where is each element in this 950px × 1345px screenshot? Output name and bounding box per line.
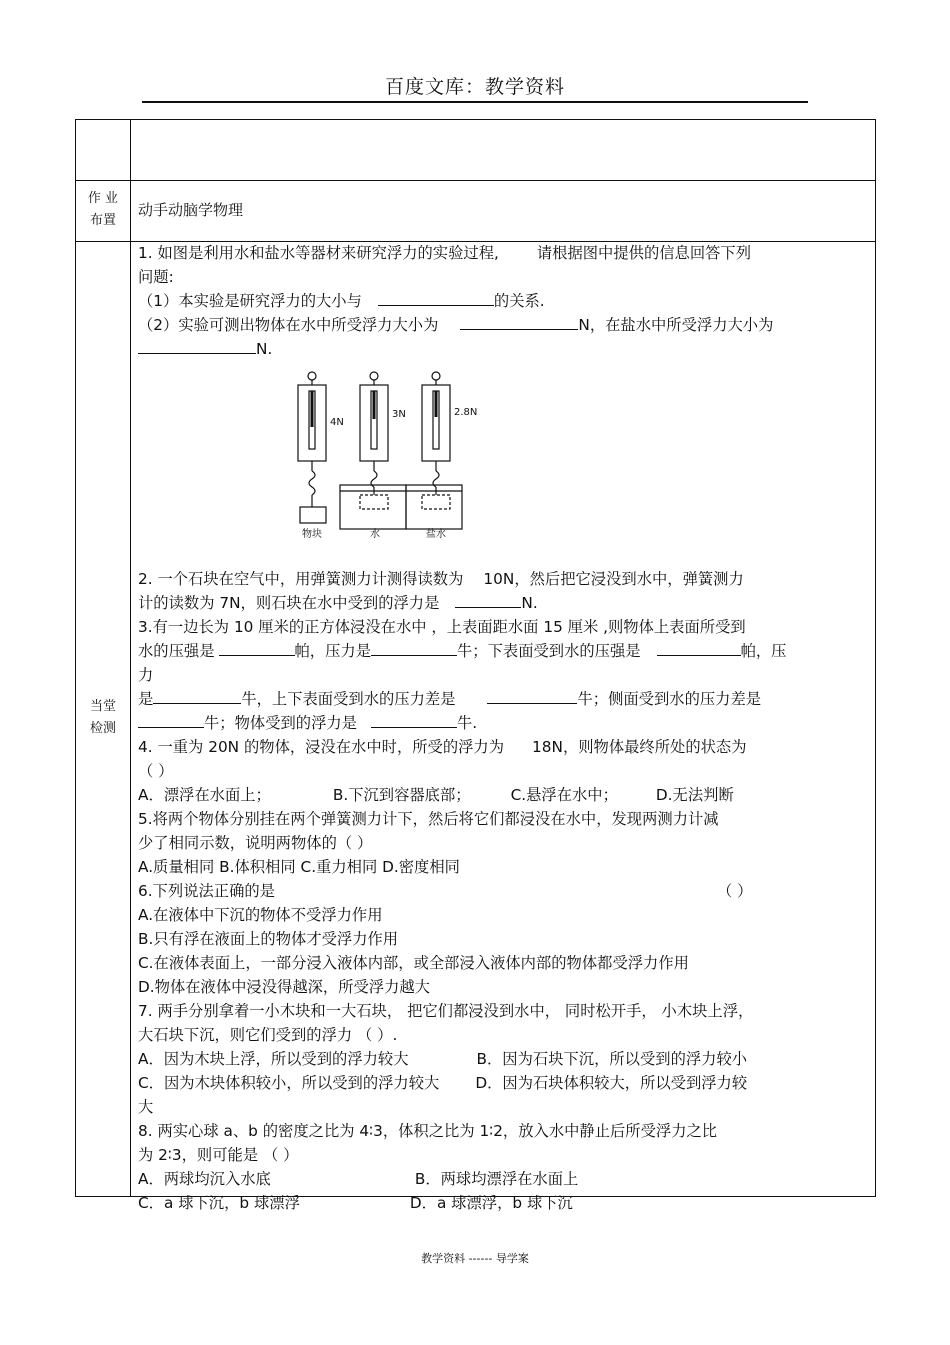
q2-line1: 2. 一个石块在空气中，用弹簧测力计测得读数为 10N，然后把它浸没到水中，弹簧测力 — [138, 570, 744, 588]
q3-line4: 是 牛，上下表面受到水的压力差是 牛；侧面受到水的压力差是 — [138, 690, 762, 708]
q1-line1: 1. 如图是利用水和盐水等器材来研究浮力的实验过程, 请根据图中提供的信息回答下列 — [138, 244, 752, 262]
q7-options-ab: A．因为木块上浮，所以受到的浮力较大 B．因为石块下沉，所以受到的浮力较小 — [138, 1050, 748, 1068]
q8-line1: 8. 两实心球 a、b 的密度之比为 4∶3，体积之比为 1∶2，放入水中静止后所受浮力之比 — [138, 1122, 718, 1140]
q7-line1: 7. 两手分别拿着一小木块和一大石块， 把它们都浸没到水中， 同时松开手， 小木块上浮， — [138, 1002, 754, 1020]
answer-blank — [487, 688, 577, 704]
q8-options-ab: A．两球均沉入水底 B．两球均漂浮在水面上 — [138, 1170, 579, 1188]
worksheet-table — [75, 119, 876, 1212]
scale-2-reading: 3N — [392, 409, 406, 420]
scale-1-reading: 4N — [330, 417, 344, 428]
q6-option-a: A.在液体中下沉的物体不受浮力作用 — [138, 906, 383, 924]
page-footer: 教学资料 ------ 导学案 — [421, 1252, 529, 1265]
page-header-title: 百度文库：教学资料 — [384, 76, 565, 98]
q3-line1: 3.有一边长为 10 厘米的正方体浸没在水中 ，上表面距水面 15 厘米 ,则物体上表面所受到 — [138, 618, 746, 636]
q6-option-c: C.在液体表面上，一部分浸入液体内部，或全部浸入液体内部的物体都受浮力作用 — [138, 954, 689, 972]
table-column-divider — [130, 120, 131, 1196]
answer-blank — [455, 592, 521, 608]
table-row-divider-1 — [76, 180, 875, 181]
q7-line2: 大石块下沉，则它们受到的浮力 （ ）. — [138, 1026, 398, 1044]
q5-options: A.质量相同 B.体积相同 C.重力相同 D.密度相同 — [138, 858, 460, 876]
q1-line2: 问题: — [138, 268, 174, 286]
q6-option-b: B.只有浮在液面上的物体才受浮力作用 — [138, 930, 399, 948]
spring-scale-3 — [406, 372, 462, 529]
water-label: 水 — [370, 529, 380, 540]
answer-blank — [460, 314, 578, 330]
homework-label-line2: 布置 — [89, 213, 116, 228]
spring-scale-2 — [340, 372, 406, 529]
q4-line2: （ ） — [138, 762, 174, 780]
q2-line2: 计的读数为 7N，则石块在水中受到的浮力是 N. — [138, 594, 538, 612]
answer-blank — [657, 640, 741, 656]
block-label: 物块 — [302, 529, 322, 540]
q3-line5: 牛；物体受到的浮力是 牛. — [138, 711, 868, 735]
q1-part1: （1）本实验是研究浮力的大小与 的关系. — [138, 292, 545, 310]
class-check-label-line1: 当堂 — [89, 699, 116, 714]
q8-options-cd: C．a 球下沉，b 球漂浮 D．a 球漂浮，b 球下沉 — [138, 1194, 573, 1212]
q3-line2: 水的压强是 帕，压力是 牛；下表面受到水的压强是 帕，压 — [138, 642, 787, 660]
answer-blank — [219, 640, 295, 656]
saltwater-label: 盐水 — [426, 529, 446, 540]
spring-scale-figure — [292, 367, 492, 563]
q7-options-cd: C．因为木块体积较小，所以受到的浮力较大 D．因为石块体积较大，所以受到浮力较 — [138, 1074, 748, 1092]
class-check-label — [76, 696, 130, 740]
homework-text: 动手动脑学物理 — [138, 201, 244, 219]
q1-part2: （2）实验可测出物体在水中所受浮力大小为 N，在盐水中所受浮力大小为 — [138, 316, 774, 334]
q6-option-d: D.物体在液体中浸没得越深，所受浮力越大 — [138, 978, 430, 996]
q1-part2-cont: N. — [138, 337, 868, 361]
spring-scale-1 — [298, 372, 326, 523]
answer-blank — [371, 640, 457, 656]
class-check-label-line2: 检测 — [89, 721, 116, 736]
q5-line1: 5.将两个物体分别挂在两个弹簧测力计下，然后将它们都浸没在水中，发现两测力计减 — [138, 810, 719, 828]
answer-blank — [138, 712, 204, 728]
q6-line1: 6.下列说法正确的是 （ ） — [138, 882, 753, 900]
answer-blank — [153, 688, 241, 704]
q8-line2: 为 2∶3，则可能是 （ ） — [138, 1146, 299, 1164]
spring-scale-diagram — [292, 367, 492, 563]
answer-blank — [371, 712, 457, 728]
answer-blank — [378, 290, 494, 306]
q4-line1: 4. 一重为 20N 的物体，浸没在水中时，所受的浮力为 18N，则物体最终所处的状态为 — [138, 738, 747, 756]
homework-label — [76, 188, 130, 232]
header-rule — [142, 101, 808, 103]
q4-options: A．漂浮在水面上； B.下沉到容器底部； C.悬浮在水中； D.无法判断 — [138, 786, 734, 804]
questions-content — [138, 241, 868, 1215]
homework-label-line1: 作 业 — [87, 191, 119, 206]
q5-line2: 少了相同示数，说明两物体的（ ） — [138, 834, 373, 852]
answer-blank — [138, 338, 256, 354]
q7-option-d-cont: 大 — [138, 1098, 154, 1116]
q3-line3: 力 — [138, 666, 154, 684]
scale-3-reading: 2.8N — [454, 407, 478, 418]
